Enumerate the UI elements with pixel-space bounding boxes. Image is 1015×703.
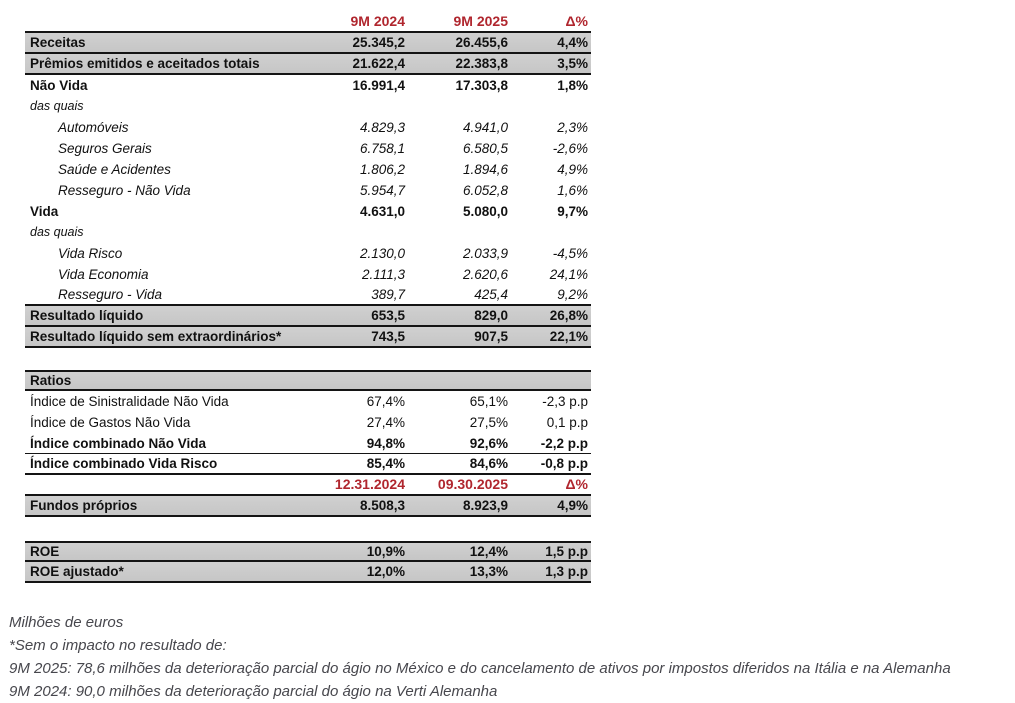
value-col2: 26.455,6 <box>455 35 508 50</box>
value-col2: 5.080,0 <box>462 204 508 219</box>
row-label: Seguros Gerais <box>58 141 152 156</box>
row-label: Não Vida <box>30 78 88 93</box>
footnotes <box>9 611 1009 703</box>
value-col2: 17.303,8 <box>455 78 508 93</box>
value-col1: 389,7 <box>371 287 405 302</box>
row-resultado-liquido-sem-extra <box>25 327 591 348</box>
value-col2: 907,5 <box>474 329 508 344</box>
value-col2: 2.620,6 <box>462 267 508 282</box>
value-col1: 12.31.2024 <box>334 476 405 492</box>
value-col2: 1.894,6 <box>462 162 508 177</box>
row-label: Prêmios emitidos e aceitados totais <box>30 56 260 71</box>
row-label: das quais <box>30 225 84 239</box>
table-section <box>25 370 591 517</box>
value-col1: 10,9% <box>366 544 405 559</box>
row-indice-combinado-vida-risco <box>25 454 591 475</box>
value-delta: 4,9% <box>557 498 588 513</box>
footnote-units: Milhões de euros <box>9 614 124 631</box>
value-col2: 8.923,9 <box>462 498 508 513</box>
value-delta: 0,1 p.p <box>546 415 588 430</box>
value-col1: 25.345,2 <box>352 35 405 50</box>
footnote-asterisk: *Sem o impacto no resultado de: <box>9 637 227 654</box>
value-col2: 9M 2025 <box>453 13 508 29</box>
value-col1: 94,8% <box>366 435 405 451</box>
row-label: Automóveis <box>58 120 129 135</box>
row-vida <box>25 201 591 222</box>
row-roe-ajustado <box>25 562 591 583</box>
value-col1: 653,5 <box>371 308 405 323</box>
value-delta: 9,2% <box>557 287 588 302</box>
row-indice-sinistralidade <box>25 391 591 412</box>
row-label: Resultado líquido <box>30 308 144 323</box>
row-indice-gastos <box>25 412 591 433</box>
value-delta: 24,1% <box>549 267 588 282</box>
value-delta: 4,4% <box>557 35 588 50</box>
value-col1: 12,0% <box>366 564 405 579</box>
row-label: Resseguro - Vida <box>58 287 163 302</box>
value-col2: 92,6% <box>469 435 508 451</box>
value-delta: -4,5% <box>552 246 588 261</box>
value-col1: 4.631,0 <box>359 204 405 219</box>
row-ratios-header <box>25 370 591 391</box>
value-col2: 425,4 <box>474 287 508 302</box>
value-col2: 6.580,5 <box>462 141 508 156</box>
row-label: Receitas <box>30 35 86 50</box>
footnote-9m2024: 9M 2024: 90,0 milhões da deterioração parcial do ágio na Verti Alemanha <box>9 683 498 700</box>
value-delta: 1,3 p.p <box>545 564 588 579</box>
row-indice-combinado-nao-vida <box>25 433 591 454</box>
value-delta: -2,2 p.p <box>540 435 588 451</box>
value-col2: 6.052,8 <box>462 183 508 198</box>
value-delta: 22,1% <box>549 329 588 344</box>
value-col1: 67,4% <box>366 394 405 409</box>
value-col2: 4.941,0 <box>462 120 508 135</box>
row-label: Saúde e Acidentes <box>58 162 171 177</box>
row-label: Resseguro - Não Vida <box>58 183 191 198</box>
value-delta: -2,6% <box>552 141 588 156</box>
value-delta: 9,7% <box>557 204 588 219</box>
row-vida-risco <box>25 243 591 264</box>
value-delta: 3,5% <box>557 56 588 71</box>
row-roe <box>25 541 591 562</box>
value-delta: 1,6% <box>557 183 588 198</box>
value-delta: 1,8% <box>557 78 588 93</box>
value-col1: 4.829,3 <box>359 120 405 135</box>
value-delta: 1,5 p.p <box>545 544 588 559</box>
table-section <box>25 12 591 348</box>
row-vida-economia <box>25 264 591 285</box>
value-col2: 2.033,9 <box>462 246 508 261</box>
value-col2: 27,5% <box>469 415 508 430</box>
footnote-9m2025: 9M 2025: 78,6 milhões da deterioração parcial do ágio no México e do cancelamento de ativos por impostos diferidos na Itália e na Alemanha <box>9 660 951 677</box>
value-delta: 4,9% <box>557 162 588 177</box>
value-col1: 5.954,7 <box>359 183 405 198</box>
row-label: Fundos próprios <box>30 498 138 513</box>
row-label: ROE <box>30 544 60 559</box>
value-delta: 2,3% <box>557 120 588 135</box>
value-col2: 13,3% <box>469 564 508 579</box>
value-col2: 829,0 <box>474 308 508 323</box>
row-saude-acidentes <box>25 159 591 180</box>
value-col1: 27,4% <box>366 415 405 430</box>
date-header-row <box>25 475 591 496</box>
row-resseguro-vida <box>25 285 591 306</box>
value-col1: 2.111,3 <box>361 267 405 282</box>
column-header-row <box>25 12 591 33</box>
row-label: ROE ajustado* <box>30 564 124 579</box>
value-col1: 6.758,1 <box>359 141 405 156</box>
value-col2: 09.30.2025 <box>437 476 508 492</box>
row-label: Índice de Sinistralidade Não Vida <box>30 394 229 409</box>
value-col1: 8.508,3 <box>359 498 405 513</box>
row-label: Vida Economia <box>58 267 149 282</box>
row-label: Vida Risco <box>58 246 123 261</box>
value-col1: 16.991,4 <box>352 78 405 93</box>
value-delta: Δ% <box>565 476 588 492</box>
row-label: Resultado líquido sem extraordinários* <box>30 329 282 344</box>
row-label: Índice combinado Não Vida <box>30 435 207 451</box>
row-resultado-liquido <box>25 306 591 327</box>
row-automoveis <box>25 117 591 138</box>
row-receitas <box>25 33 591 54</box>
value-col1: 21.622,4 <box>352 56 405 71</box>
row-label: Vida <box>30 204 59 219</box>
row-nao-vida <box>25 75 591 96</box>
value-col2: 12,4% <box>469 544 508 559</box>
row-seguros-gerais <box>25 138 591 159</box>
value-col1: 1.806,2 <box>359 162 405 177</box>
row-das-quais <box>25 96 591 117</box>
value-col2: 84,6% <box>469 456 508 471</box>
value-col2: 65,1% <box>469 394 508 409</box>
row-label: Índice de Gastos Não Vida <box>30 415 191 430</box>
financial-table <box>25 12 591 583</box>
table-section <box>25 541 591 583</box>
value-col1: 743,5 <box>371 329 405 344</box>
value-col1: 2.130,0 <box>359 246 405 261</box>
value-delta: 26,8% <box>549 308 588 323</box>
value-delta: -0,8 p.p <box>540 456 588 471</box>
row-das-quais <box>25 222 591 243</box>
value-delta: -2,3 p.p <box>542 394 588 409</box>
value-col2: 22.383,8 <box>455 56 508 71</box>
row-label: Ratios <box>30 373 72 388</box>
row-premios-totais <box>25 54 591 75</box>
row-label: das quais <box>30 99 84 113</box>
value-col1: 9M 2024 <box>350 13 405 29</box>
row-resseguro-nao-vida <box>25 180 591 201</box>
value-delta: Δ% <box>565 13 588 29</box>
value-col1: 85,4% <box>366 456 405 471</box>
row-label: Índice combinado Vida Risco <box>30 456 218 471</box>
row-fundos-proprios <box>25 496 591 517</box>
